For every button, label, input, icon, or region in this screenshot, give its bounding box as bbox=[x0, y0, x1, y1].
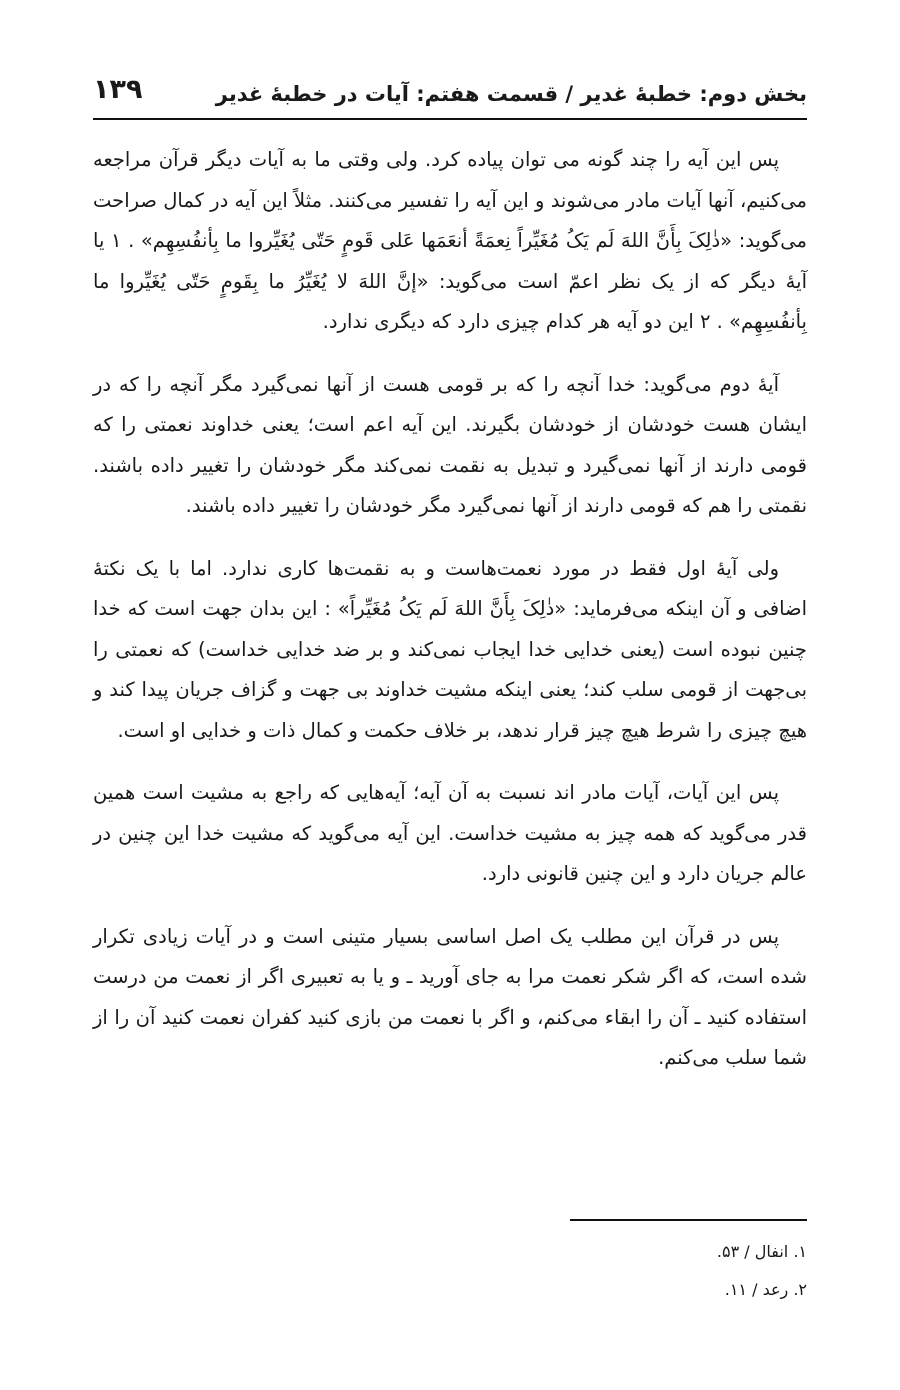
footnote: ۱. انفال / ۵۳. bbox=[716, 1242, 807, 1261]
main-text bbox=[93, 140, 807, 1101]
header-divider bbox=[93, 118, 807, 120]
running-header-title: بخش دوم: خطبهٔ غدیر / قسمت هفتم: آیات در خطبهٔ غدیر bbox=[215, 82, 807, 106]
page-number: ۱۳۹ bbox=[93, 74, 143, 105]
paragraph: آیهٔ دوم می‌گوید: خدا آنچه را که بر قومی هست از آنها نمی‌گیرد مگر آنچه را که در ایشان هست خودشان از خودشان بگیرند. این آیه اعم است؛ یعنی خداوند نعمتی را که قومی دارند از آنها نمی‌گیرد و تبدیل به نقمت نمی‌کند مگر خودشان را تغییر داده باشند. نقمتی را هم که قومی دارند از آنها نمی‌گیرد مگر خودشان را تغییر داده باشند. bbox=[93, 372, 807, 517]
paragraph: پس این آیات، آیات مادر اند نسبت به آن آیه؛ آیه‌هایی که راجع به مشیت است همین قدر می‌گوید که همه چیز به مشیت خداست. این آیه می‌گوید که مشیت خدا این چنین در عالم جریان دارد و این چنین قانونی دارد. bbox=[93, 781, 807, 885]
footnote: ۲. رعد / ۱۱. bbox=[724, 1280, 807, 1299]
paragraph: پس در قرآن این مطلب یک اصل اساسی بسیار متینی است و در آیات زیادی تکرار شده است، که اگر شکر نعمت مرا به جای آورید ـ و یا به تعبیری اگر از نعمت من درست استفاده کنید ـ آن را ابقاء می‌کنم، و اگر با نعمت من بازی کنید کفران نعمت کنید آن را از شما سلب می‌کنم. bbox=[93, 924, 807, 1069]
paragraph: پس این آیه را چند گونه می توان پیاده کرد. ولی وقتی ما به آیات دیگر قرآن مراجعه می‌کنیم، آنها آیات مادر می‌شوند و این آیه را تفسیر می‌کنند. مثلاً این آیه در کمال صراحت می‌گوید: «ذٰلِکَ بِأَنَّ اللهَ لَم یَکُ مُغَیِّراً نِعمَةً أنعَمَها عَلی قَومٍ حَتّی یُغَیِّروا ما بِأنفُسِهِم» . ۱ یا آیهٔ دیگر که از یک نظر اعمّ است می‌گوید: «إنَّ اللهَ لا یُغَیِّرُ ما بِقَومٍ حَتّی یُغَیِّروا ما بِأنفُسِهِم» . ۲ این دو آیه هر کدام چیزی دارد که دیگری ندارد. bbox=[93, 148, 807, 333]
footnotes bbox=[717, 1233, 807, 1309]
running-header bbox=[93, 70, 807, 116]
paragraph: ولی آیهٔ اول فقط در مورد نعمت‌هاست و به نقمت‌ها کاری ندارد. اما با یک نکتهٔ اضافی و آن اینکه می‌فرماید: «ذٰلِکَ بِأَنَّ اللهَ لَم یَکُ مُغَیِّراً» : این بدان جهت است که خدا چنین نبوده است (یعنی خدایی خدا ایجاب نمی‌کند و بر ضد خدایی خداست) که نعمتی را بی‌جهت از قومی سلب کند؛ یعنی اینکه مشیت خداوند بی جهت و گزاف جریان پیدا کند و هیچ چیزی را شرط هیچ چیز قرار ندهد، بر خلاف حکمت و کمال ذات و خدایی او است. bbox=[93, 556, 807, 742]
footnote-divider bbox=[570, 1219, 807, 1221]
